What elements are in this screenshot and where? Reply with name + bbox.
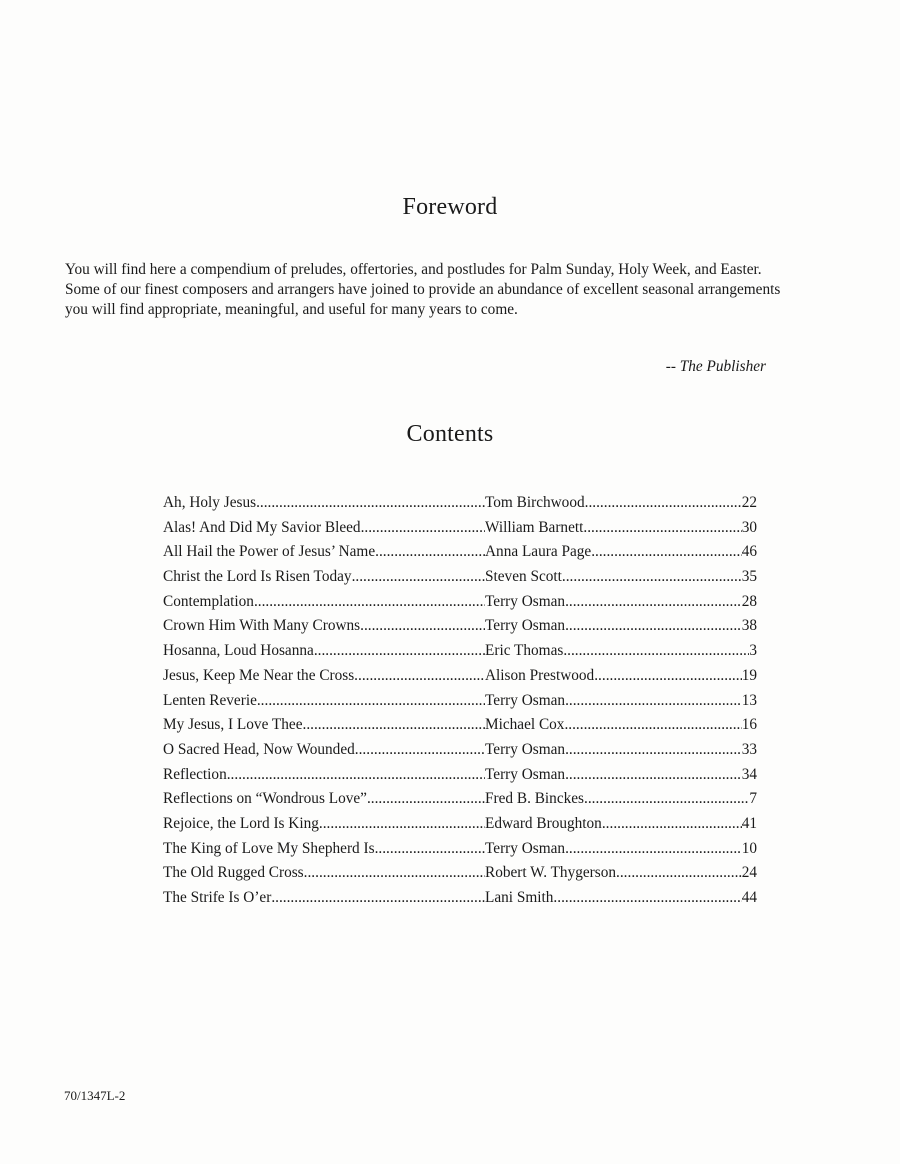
contents-heading: Contents [406, 421, 494, 447]
entry-composer: Tom Birchwood [485, 494, 585, 511]
entry-title: Reflection [163, 765, 227, 783]
entry-composer-column [485, 837, 757, 862]
entry-title: The Old Rugged Cross [163, 864, 304, 882]
foreword-line: you will find appropriate, meaningful, and useful for many years to come. [65, 301, 518, 318]
contents-list [163, 491, 757, 911]
entry-composer: Eric Thomas [485, 642, 564, 660]
contents-entry [163, 713, 757, 738]
dot-leader [354, 664, 485, 689]
dot-leader [616, 861, 742, 886]
entry-composer: Anna Laura Page [485, 543, 592, 561]
entry-title-column [163, 787, 485, 812]
entry-title-column [163, 837, 485, 862]
dot-leader [271, 886, 485, 911]
dot-leader [319, 812, 485, 837]
dot-leader [256, 491, 485, 516]
entry-composer: Terry Osman [485, 617, 566, 635]
entry-composer-column [485, 639, 757, 664]
contents-entry [163, 590, 757, 615]
entry-page-number: 10 [741, 839, 757, 857]
entry-composer: Michael Cox [485, 716, 565, 734]
entry-composer: Terry Osman [485, 839, 566, 857]
signature-prefix: -- [665, 358, 680, 375]
entry-composer-column [485, 590, 757, 615]
foreword-line: You will find here a compendium of preludes, offertories, and postludes for Palm Sunday, Holy Week, and Easter. [65, 261, 762, 278]
entry-title: Jesus, Keep Me Near the Cross [163, 666, 355, 684]
dot-leader [254, 590, 485, 615]
entry-page-number: 28 [741, 592, 757, 610]
entry-title-column [163, 861, 485, 886]
entry-title: My Jesus, I Love Thee [163, 716, 303, 734]
entry-composer: Terry Osman [485, 691, 566, 709]
dot-leader [583, 516, 741, 541]
entry-composer-column [485, 787, 757, 812]
entry-composer: Terry Osman [485, 592, 566, 610]
entry-composer: Alison Prestwood [485, 666, 595, 684]
dot-leader [375, 540, 485, 565]
contents-entry [163, 491, 757, 516]
dot-leader [594, 664, 741, 689]
contents-entry [163, 861, 757, 886]
contents-entry [163, 565, 757, 590]
entry-page-number: 7 [749, 790, 757, 808]
foreword-heading: Foreword [402, 194, 498, 220]
contents-entry [163, 540, 757, 565]
entry-page-number: 19 [741, 666, 757, 684]
contents-entry [163, 837, 757, 862]
entry-composer: Robert W. Thygerson [485, 864, 617, 882]
entry-page-number: 3 [749, 642, 757, 660]
entry-page-number: 33 [741, 740, 757, 758]
entry-title-column [163, 812, 485, 837]
entry-composer: Edward Broughton [485, 814, 602, 832]
dot-leader [602, 812, 742, 837]
dot-leader [361, 516, 485, 541]
entry-page-number: 38 [741, 617, 757, 635]
entry-title: Lenten Reverie [163, 691, 257, 709]
entry-composer-column [485, 861, 757, 886]
contents-entry [163, 516, 757, 541]
entry-title: All Hail the Power of Jesus’ Name [163, 543, 376, 561]
dot-leader [303, 713, 486, 738]
entry-title: Contemplation [163, 592, 254, 610]
entry-composer-column [485, 689, 757, 714]
contents-entry [163, 738, 757, 763]
contents-entry [163, 664, 757, 689]
contents-entry [163, 812, 757, 837]
dot-leader [360, 614, 485, 639]
entry-composer: Terry Osman [485, 740, 566, 758]
entry-page-number: 24 [741, 864, 757, 882]
entry-title: Alas! And Did My Savior Bleed [163, 518, 361, 536]
entry-composer-column [485, 713, 757, 738]
foreword-line: Some of our finest composers and arrangers have joined to provide an abundance of excellent seasonal arrangements [65, 281, 781, 298]
entry-title-column [163, 639, 485, 664]
entry-title: Reflections on “Wondrous Love” [163, 790, 367, 808]
entry-page-number: 13 [741, 691, 757, 709]
entry-title-column [163, 491, 485, 516]
contents-entry [163, 689, 757, 714]
entry-title: The King of Love My Shepherd Is [163, 839, 375, 857]
entry-composer-column [485, 738, 757, 763]
entry-page-number: 46 [741, 543, 757, 561]
entry-title-column [163, 763, 485, 788]
dot-leader [565, 763, 742, 788]
dot-leader [565, 738, 742, 763]
entry-page-number: 22 [741, 494, 757, 511]
dot-leader [355, 738, 485, 763]
entry-title: Crown Him With Many Crowns [163, 617, 361, 635]
entry-composer-column [485, 516, 757, 541]
signature-name: The Publisher [679, 358, 766, 375]
catalog-number: 70/1347L-2 [64, 1088, 126, 1103]
entry-composer-column [485, 614, 757, 639]
contents-entry [163, 886, 757, 911]
entry-page-number: 44 [741, 889, 757, 906]
entry-title-column [163, 590, 485, 615]
entry-title: Christ the Lord Is Risen Today [163, 568, 352, 586]
dot-leader [563, 639, 749, 664]
entry-page-number: 34 [741, 765, 757, 783]
dot-leader [565, 837, 742, 862]
dot-leader [304, 861, 485, 886]
entry-composer-column [485, 812, 757, 837]
entry-title: Hosanna, Loud Hosanna [163, 642, 314, 660]
entry-title: O Sacred Head, Now Wounded [163, 740, 355, 758]
entry-page-number: 41 [741, 814, 757, 832]
entry-title-column [163, 689, 485, 714]
dot-leader [367, 787, 485, 812]
dot-leader [257, 689, 485, 714]
contents-entry [163, 639, 757, 664]
entry-title-column [163, 886, 485, 911]
entry-title-column [163, 713, 485, 738]
entry-composer-column [485, 664, 757, 689]
entry-title: Ah, Holy Jesus [163, 494, 257, 511]
entry-page-number: 30 [741, 518, 757, 536]
dot-leader [565, 689, 742, 714]
entry-title-column [163, 664, 485, 689]
entry-title-column [163, 738, 485, 763]
entry-title-column [163, 540, 485, 565]
contents-entry [163, 787, 757, 812]
entry-page-number: 35 [741, 568, 757, 586]
entry-title: Rejoice, the Lord Is King [163, 814, 319, 832]
foreword-paragraph [65, 260, 845, 320]
dot-leader [564, 713, 741, 738]
dot-leader [227, 763, 485, 788]
dot-leader [562, 565, 742, 590]
publisher-signature [666, 358, 766, 376]
entry-title: The Strife Is O’er [163, 889, 272, 906]
entry-composer: Lani Smith [485, 889, 554, 906]
contents-entry [163, 763, 757, 788]
entry-title-column [163, 516, 485, 541]
dot-leader [352, 565, 485, 590]
dot-leader [585, 491, 742, 516]
entry-page-number: 16 [741, 716, 757, 734]
entry-composer-column [485, 540, 757, 565]
dot-leader [314, 639, 485, 664]
entry-composer-column [485, 565, 757, 590]
entry-composer: Steven Scott [485, 568, 562, 586]
dot-leader [591, 540, 742, 565]
dot-leader [375, 837, 485, 862]
dot-leader [565, 590, 742, 615]
entry-composer: William Barnett [485, 518, 584, 536]
entry-composer: Fred B. Binckes [485, 790, 584, 808]
entry-composer-column [485, 491, 757, 516]
dot-leader [584, 787, 749, 812]
entry-composer: Terry Osman [485, 765, 566, 783]
entry-title-column [163, 565, 485, 590]
contents-entry [163, 614, 757, 639]
entry-title-column [163, 614, 485, 639]
dot-leader [565, 614, 742, 639]
dot-leader [553, 886, 741, 911]
entry-composer-column [485, 886, 757, 911]
entry-composer-column [485, 763, 757, 788]
